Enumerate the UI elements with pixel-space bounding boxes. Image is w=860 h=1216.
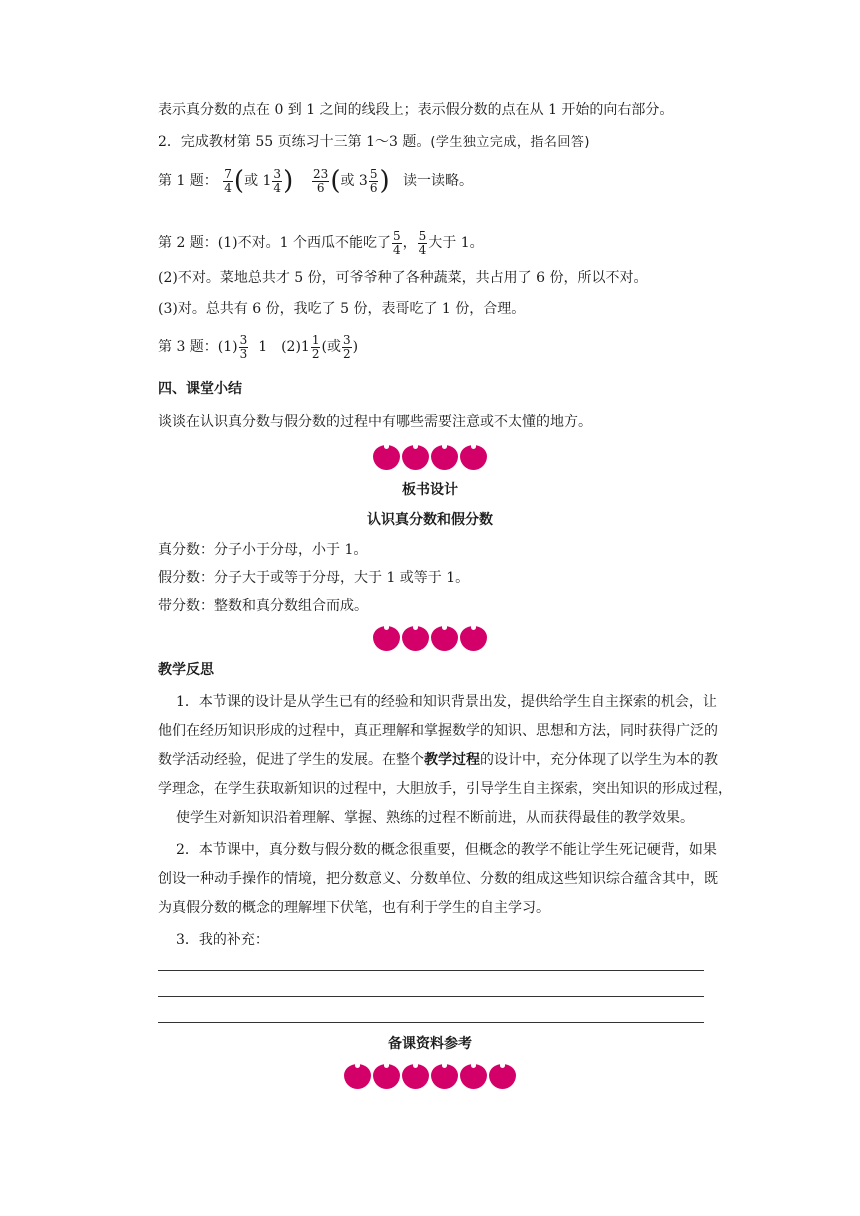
heart-flower-icon xyxy=(344,1064,371,1089)
fraction: $\frac{23}{6}$ xyxy=(313,166,329,195)
heart-flower-icon xyxy=(373,445,400,470)
paren-open: ( xyxy=(233,166,245,196)
fraction: $\frac{5}{6}$ xyxy=(369,166,378,195)
paragraph-line: 3．我的补充： xyxy=(176,932,269,948)
heart-flower-icon xyxy=(460,1064,487,1089)
question-3-answer xyxy=(158,332,358,362)
q3-mid: 1 (2)1 xyxy=(258,339,310,355)
heart-flower-icon xyxy=(460,445,487,470)
fraction: $\frac{7}{4}$ xyxy=(224,166,232,195)
q1-label: 第 1 题： xyxy=(158,173,218,189)
board-subtitle: 认识真分数和假分数 xyxy=(367,512,493,528)
heart-flower-icon xyxy=(431,1064,458,1089)
fraction: $\frac{5}{4}$ xyxy=(418,228,427,257)
text-part: 的设计中，充分体现了以学生为本的教 xyxy=(480,752,718,768)
reflection-title: 教学反思 xyxy=(158,662,214,678)
paragraph-line: 学理念，在学生获取新知识的过程中，大胆放手，引导学生自主探索，突出知识的形成过程， xyxy=(158,781,732,797)
text-line: 表示真分数的点在 0 到 1 之间的线段上；表示假分数的点在从 1 开始的向右部分。 xyxy=(158,102,674,118)
list-item: 真分数：分子小于分母，小于 1。 xyxy=(158,542,368,558)
text-line: (2)不对。菜地总共才 5 份，可爷爷种了各种蔬菜，共占用了 6 份，所以不对。 xyxy=(158,270,648,286)
heart-flower-icon xyxy=(373,626,400,651)
paragraph-line: 2．本节课中，真分数与假分数的概念很重要，但概念的教学不能让学生死记硬背，如果 xyxy=(176,842,717,858)
question-1-answer xyxy=(158,166,473,196)
q2-sep: ， xyxy=(402,235,417,251)
heart-flower-icon xyxy=(402,1064,429,1089)
flower-divider xyxy=(0,445,860,470)
paragraph-line: 为真假分数的概念的理解埋下伏笔，也有利于学生的自主学习。 xyxy=(158,900,550,916)
exercise-text: 2．完成教材第 55 页练习十三第 1～3 题。 xyxy=(158,134,431,150)
fraction: $\frac{5}{4}$ xyxy=(393,228,401,257)
text-line: (3)对。总共有 6 份，我吃了 5 份，表哥吃了 1 份，合理。 xyxy=(158,301,526,317)
heart-flower-icon xyxy=(489,1064,516,1089)
q3-close: ) xyxy=(352,339,359,355)
board-title: 板书设计 xyxy=(402,482,458,498)
exercise-note: (学生独立完成，指名回答) xyxy=(430,135,590,150)
heart-flower-icon xyxy=(460,626,487,651)
paren-open: ( xyxy=(330,166,341,196)
heart-flower-icon xyxy=(431,626,458,651)
paren-close: ) xyxy=(283,166,294,196)
heart-flower-icon xyxy=(402,626,429,651)
paragraph-line: 使学生对新知识沿着理解、掌握、熟练的过程不断前进，从而获得最佳的教学效果。 xyxy=(176,810,694,826)
paren-close: ) xyxy=(379,166,390,196)
paragraph-line xyxy=(158,750,718,770)
writing-line xyxy=(158,1022,704,1023)
bold-term: 教学过程 xyxy=(424,752,480,768)
paragraph-line: 创设一种动手操作的情境，把分数意义、分数单位、分数的组成这些知识综合蕴含其中，既 xyxy=(158,871,718,887)
q3-or: (或 xyxy=(321,339,341,355)
fraction: $\frac{3}{3}$ xyxy=(239,332,248,361)
list-item: 带分数：整数和真分数组合而成。 xyxy=(158,598,368,614)
text-line: 谈谈在认识真分数与假分数的过程中有哪些需要注意或不太懂的地方。 xyxy=(158,414,592,430)
fraction: $\frac{1}{2}$ xyxy=(311,332,320,361)
writing-line xyxy=(158,996,704,997)
question-2-answer xyxy=(158,228,484,258)
reference-title: 备课资料参考 xyxy=(388,1036,472,1052)
q1-tail: 读一读略。 xyxy=(402,173,473,189)
fraction: $\frac{3}{4}$ xyxy=(273,166,282,195)
list-item: 假分数：分子大于或等于分母，大于 1 或等于 1。 xyxy=(158,570,470,586)
q2-text: 第 2 题：(1)不对。1 个西瓜不能吃了 xyxy=(158,235,391,251)
text-part: 数学活动经验，促进了学生的发展。在整个 xyxy=(158,752,424,768)
heart-flower-icon xyxy=(431,445,458,470)
writing-line xyxy=(158,970,704,971)
fraction: $\frac{3}{2}$ xyxy=(342,332,351,361)
q1-or-text: 或 1 xyxy=(244,173,272,189)
q2-tail: 大于 1。 xyxy=(428,235,484,251)
flower-divider xyxy=(0,626,860,651)
q3-label: 第 3 题：(1) xyxy=(158,339,238,355)
paragraph-line: 他们在经历知识形成的过程中，真正理解和掌握数学的知识、思想和方法，同时获得广泛的 xyxy=(158,723,718,739)
heart-flower-icon xyxy=(402,445,429,470)
q1-or-text: 或 3 xyxy=(340,173,368,189)
paragraph-line: 1．本节课的设计是从学生已有的经验和知识背景出发，提供给学生自主探索的机会，让 xyxy=(176,694,717,710)
exercise-instruction xyxy=(158,132,590,153)
flower-divider xyxy=(0,1064,860,1089)
section-heading: 四、课堂小结 xyxy=(158,381,242,397)
heart-flower-icon xyxy=(373,1064,400,1089)
